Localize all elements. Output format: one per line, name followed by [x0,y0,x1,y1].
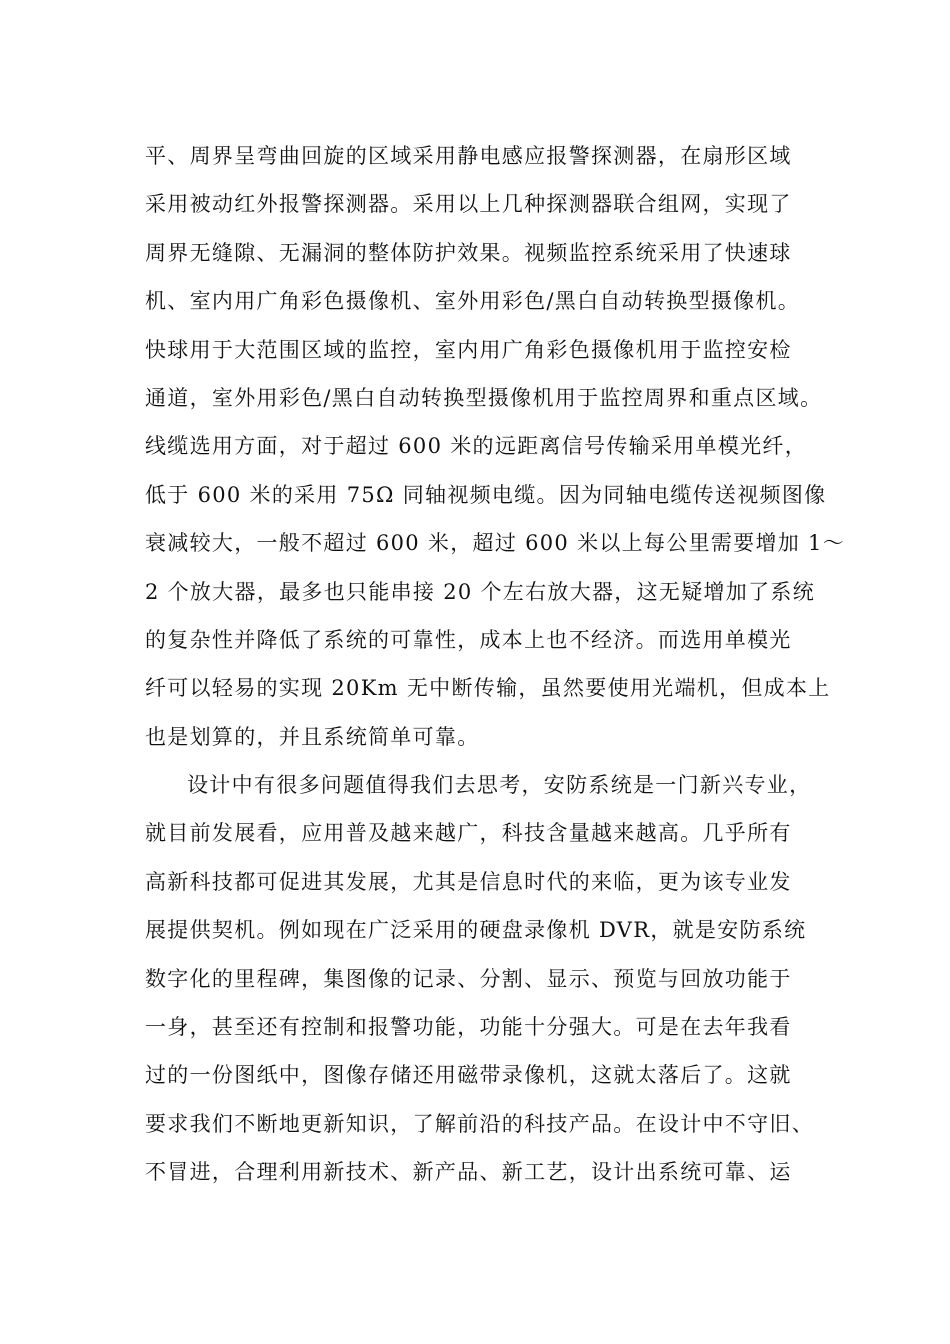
text-line: 数字化的里程碑，集图像的记录、分割、显示、预览与回放功能于 [145,966,792,991]
text-line: 机、室内用广角彩色摄像机、室外用彩色/黑白自动转换型摄像机。 [145,289,801,314]
text-line: 过的一份图纸中，图像存储还用磁带录像机，这就太落后了。这就 [145,1063,792,1088]
text-line: 要求我们不断地更新知识，了解前沿的科技产品。在设计中不守旧、 [145,1111,814,1136]
text-line: 衰减较大，一般不超过 600 米，超过 600 米以上每公里需要增加 1～ [145,531,845,556]
paragraph [145,132,845,761]
text-line: 通道，室外用彩色/黑白自动转换型摄像机用于监控周界和重点区域。 [145,385,823,410]
text-line: 高新科技都可促进其发展，尤其是信息时代的来临，更为该专业发 [145,869,792,894]
text-line: 线缆选用方面，对于超过 600 米的远距离信号传输采用单模光纤， [145,434,808,459]
paragraph [145,761,845,1197]
text-line: 展提供契机。例如现在广泛采用的硬盘录像机 DVR，就是安防系统 [145,918,807,943]
body-text [145,132,845,1197]
text-line: 的复杂性并降低了系统的可靠性，成本上也不经济。而选用单模光 [145,627,792,652]
text-line: 也是划算的，并且系统简单可靠。 [145,724,480,749]
text-line: 一身，甚至还有控制和报警功能，功能十分强大。可是在去年我看 [145,1015,792,1040]
text-line: 设计中有很多问题值得我们去思考，安防系统是一门新兴专业， [187,773,812,798]
text-line: 采用被动红外报警探测器。采用以上几种探测器联合组网，实现了 [145,192,792,217]
text-line: 2 个放大器，最多也只能串接 20 个左右放大器，这无疑增加了系统 [145,579,816,604]
text-line: 纤可以轻易的实现 20Km 无中断传输，虽然要使用光端机，但成本上 [145,676,831,701]
text-line: 周界无缝隙、无漏洞的整体防护效果。视频监控系统采用了快速球 [145,240,792,265]
text-line: 不冒进，合理利用新技术、新产品、新工艺，设计出系统可靠、运 [145,1160,792,1185]
text-line: 快球用于大范围区域的监控，室内用广角彩色摄像机用于监控安检 [145,337,792,362]
text-line: 就目前发展看，应用普及越来越广，科技含量越来越高。几乎所有 [145,821,792,846]
text-line: 平、周界呈弯曲回旋的区域采用静电感应报警探测器，在扇形区域 [145,144,792,168]
text-line: 低于 600 米的采用 75Ω 同轴视频电缆。因为同轴电缆传送视频图像 [145,482,827,507]
